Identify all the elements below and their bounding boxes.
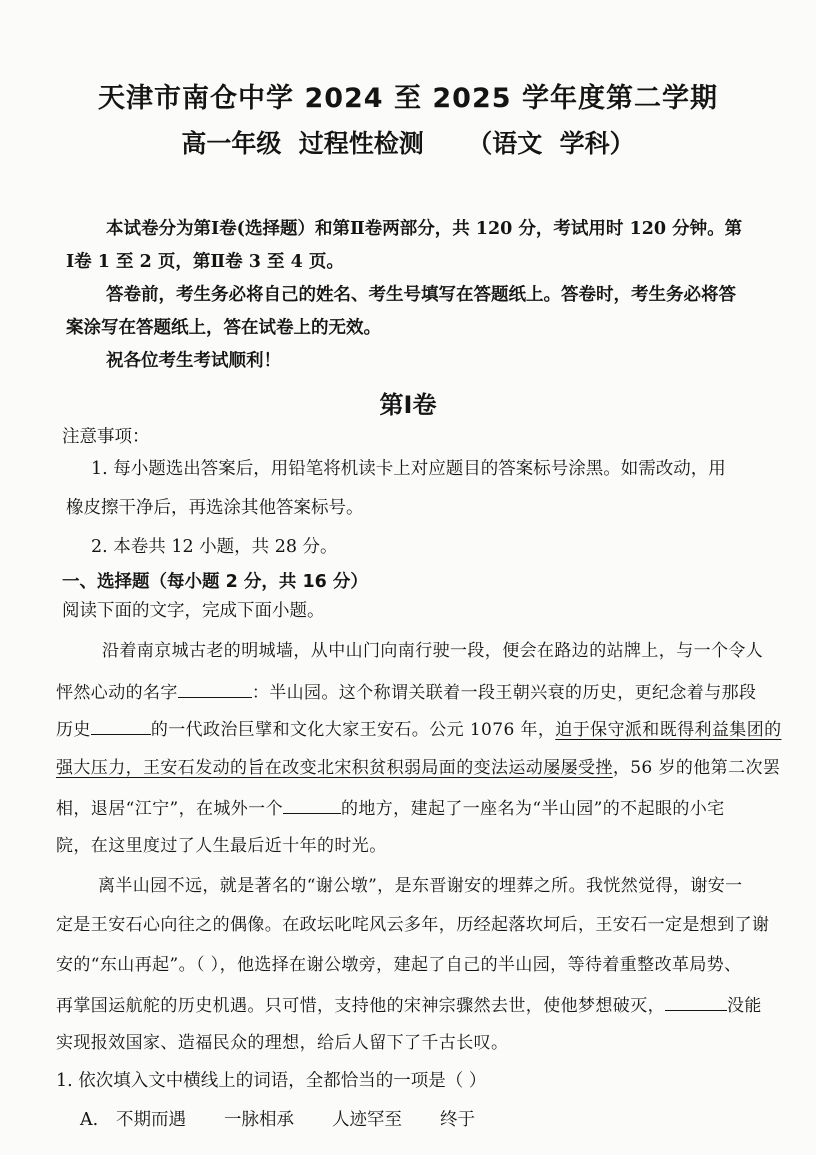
passage-text: 怦然心动的名字 — [56, 683, 178, 703]
notes-item-1a: 1. 每小题选出答案后，用铅笔将机读卡上对应题目的答案标号涂黑。如需改动，用 — [91, 459, 726, 479]
passage-text: 再掌国运航舵的历史机遇。只可惜，支持他的宋神宗骤然去世，使他梦想破灭， — [56, 996, 665, 1016]
passage-p1-line3 — [56, 720, 782, 739]
passage-p2-line4 — [56, 996, 762, 1015]
option-word: 不期而遇 — [116, 1110, 186, 1130]
passage-p1-line4 — [56, 760, 780, 777]
option-word: 一脉相承 — [224, 1110, 294, 1130]
exam-subtitle — [0, 124, 816, 160]
subtitle-grade: 高一年级 过程性检测 — [181, 129, 424, 158]
option-word: 终于 — [440, 1110, 475, 1130]
intro-line-4: 案涂写在答题纸上，答在试卷上的无效。 — [66, 318, 381, 338]
exam-title: 天津市南仓中学 2024 至 2025 学年度第二学期 — [98, 83, 718, 114]
passage-p2-line5: 实现报效国家、造福民众的理想，给后人留下了千古长叹。 — [56, 1033, 509, 1053]
notes-item-1b: 橡皮擦干净后，再选涂其他答案标号。 — [66, 498, 364, 518]
passage-p2-line3: 安的“东山再起”。（ ），他选择在谢公墩旁，建起了自己的半山园，等待着重整改革局势、 — [56, 955, 742, 975]
passage-p2-line2: 定是王安石心向往之的偶像。在政坛叱咤风云多年，历经起落坎坷后，王安石一定是想到了谢 — [56, 915, 770, 935]
passage-text: ，56 岁的他第二次罢 — [612, 758, 781, 778]
passage-p1-line1: 沿着南京城古老的明城墙，从中山门向南行驶一段，便会在路边的站牌上，与一个令人 — [102, 641, 764, 661]
passage-p1-line2 — [56, 683, 756, 702]
intro-line-1: 本试卷分为第Ⅰ卷(选择题）和第Ⅱ卷两部分，共 120 分，考试用时 120 分钟。第 — [106, 219, 743, 239]
intro-line-3: 答卷前，考生务必将自己的姓名、考生号填写在答题纸上。答卷时，考生务必将答 — [106, 285, 736, 305]
underlined-sentence: 迫于保守派和既得利益集团的 — [555, 720, 782, 740]
underlined-sentence: 强大压力，王安石发动的旨在改变北宋积贫积弱局面的变法运动屡屡受挫 — [56, 758, 613, 778]
passage-p1-line6: 院，在这里度过了人生最后近十年的时光。 — [56, 836, 387, 856]
passage-text: 相，退居“江宁”，在城外一个 — [56, 799, 283, 819]
fill-blank-1 — [178, 683, 252, 698]
intro-line-5: 祝各位考生考试顺利！ — [106, 351, 281, 371]
notes-item-2: 2. 本卷共 12 小题，共 28 分。 — [91, 537, 338, 557]
subtitle-subject: （语文 学科） — [467, 129, 635, 158]
option-label: A. — [80, 1110, 99, 1130]
passage-text: 没能 — [727, 996, 762, 1016]
part1-instruction: 阅读下面的文字，完成下面小题。 — [62, 601, 325, 621]
passage-text: ：半山园。这个称谓关联着一段王朝兴衰的历史，更纪念着与那段 — [251, 683, 757, 703]
question-1-stem: 1. 依次填入文中横线上的词语，全都恰当的一项是（ ） — [56, 1071, 487, 1091]
part1-heading: 一、选择题（每小题 2 分，共 16 分） — [62, 572, 368, 592]
notes-heading: 注意事项： — [62, 427, 150, 447]
intro-line-2: Ⅰ卷 1 至 2 页，第Ⅱ卷 3 至 4 页。 — [66, 252, 344, 272]
fill-blank-4 — [665, 996, 727, 1011]
passage-text: 的一代政治巨擘和文化大家王安石。公元 1076 年， — [150, 720, 556, 740]
question-1-option-a — [80, 1112, 475, 1130]
passage-text: 的地方，建起了一座名为“半山园”的不起眼的小宅 — [340, 799, 725, 819]
option-word: 人迹罕至 — [332, 1110, 402, 1130]
passage-p2-line1: 离半山园不远，就是著名的“谢公墩”，是东晋谢安的埋葬之所。我恍然觉得，谢安一 — [98, 876, 743, 896]
passage-text: 历史 — [56, 720, 91, 740]
passage-p1-line5 — [56, 799, 725, 818]
fill-blank-2 — [91, 720, 151, 735]
section-title: 第Ⅰ卷 — [379, 391, 437, 419]
fill-blank-3 — [283, 799, 341, 814]
